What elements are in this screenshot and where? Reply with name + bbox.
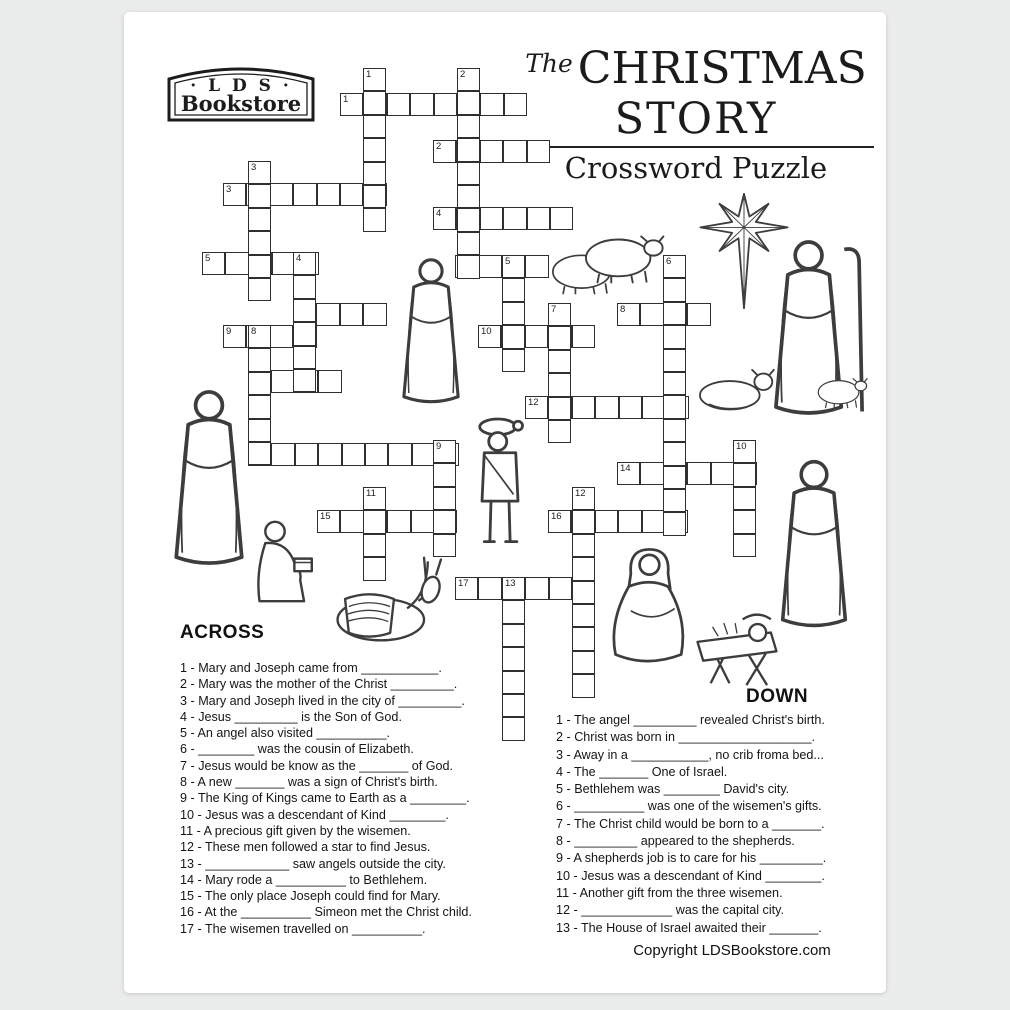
grid-cell [457, 138, 480, 161]
grid-cell [433, 487, 456, 510]
grid-cell [663, 512, 686, 535]
grid-cell [572, 581, 595, 604]
grid-cell [387, 510, 410, 533]
grid-cell [340, 183, 363, 206]
across-clue: 2 - Mary was the mother of the Christ _________. [180, 677, 458, 692]
across-clue: 4 - Jesus _________ is the Son of God. [180, 709, 402, 724]
grid-cell [340, 510, 363, 533]
grid-cell [619, 396, 642, 419]
grid-cell [248, 419, 271, 442]
grid-number: 5 [505, 256, 511, 267]
grid-cell [248, 348, 271, 371]
logo-line2: Bookstore [180, 91, 302, 116]
grid-cell [248, 255, 271, 278]
grid-cell [223, 325, 246, 348]
down-clue: 11 - Another gift from the three wisemen. [556, 885, 783, 900]
grid-cell [455, 577, 478, 600]
grid-cell [248, 208, 271, 231]
grid-cell [572, 396, 595, 419]
across-clue: 16 - At the __________ Simeon met the Christ child. [180, 905, 472, 920]
across-clue: 11 - A precious gift given by the wisemen. [180, 823, 411, 838]
grid-cell [340, 93, 363, 116]
grid-cell [663, 466, 686, 489]
grid-cell [663, 442, 686, 465]
grid-number: 9 [226, 326, 232, 337]
grid-cell [457, 91, 480, 114]
grid-cell [202, 252, 225, 275]
across-clue: 10 - Jesus was a descendant of Kind ________. [180, 807, 449, 822]
copyright-text: Copyright LDSBookstore.com [633, 942, 831, 959]
grid-cell [457, 162, 480, 185]
across-heading: ACROSS [180, 622, 265, 643]
grid-cell [502, 302, 525, 325]
grid-cell [363, 68, 386, 91]
grid-cell [363, 487, 386, 510]
grid-cell [248, 231, 271, 254]
puzzle-page [124, 12, 886, 993]
grid-cell [502, 349, 525, 372]
grid-cell [504, 93, 527, 116]
logo-line1: · L D S · [190, 76, 292, 96]
grid-cell [617, 462, 640, 485]
grid-cell [478, 255, 501, 278]
grid-number: 10 [481, 326, 492, 337]
grid-number: 10 [736, 441, 747, 452]
grid-number: 8 [620, 304, 626, 315]
grid-cell [687, 303, 710, 326]
grid-cell [363, 303, 386, 326]
grid-cell [293, 322, 316, 345]
grid-number: 2 [460, 69, 466, 80]
grid-cell [503, 207, 526, 230]
grid-cell [572, 325, 595, 348]
down-clue-list [556, 712, 876, 937]
down-clue: 8 - _________ appeared to the shepherds. [556, 834, 795, 849]
grid-cell [525, 325, 548, 348]
grid-cell [478, 325, 501, 348]
grid-number: 11 [366, 488, 376, 499]
grid-cell [480, 140, 503, 163]
grid-cell [363, 115, 386, 138]
grid-cell [733, 440, 756, 463]
grid-cell [663, 349, 686, 372]
grid-cell [663, 372, 686, 395]
grid-number: 5 [205, 253, 211, 264]
grid-number: 3 [251, 162, 257, 173]
grid-cell [363, 185, 386, 208]
across-clue: 3 - Mary and Joseph lived in the city of _________. [180, 693, 465, 708]
grid-cell [733, 463, 756, 486]
across-clue: 15 - The only place Joseph could find for Mary. [180, 889, 441, 904]
grid-cell [572, 604, 595, 627]
down-clue: 7 - The Christ child would be born to a _______. [556, 816, 825, 831]
grid-cell [433, 207, 456, 230]
grid-cell [527, 140, 550, 163]
grid-cell [663, 395, 686, 418]
grid-cell [502, 325, 525, 348]
down-clue: 4 - The _______ One of Israel. [556, 764, 728, 779]
grid-cell [502, 600, 525, 623]
grid-cell [412, 443, 435, 466]
grid-cell [572, 487, 595, 510]
grid-cell [595, 510, 618, 533]
grid-cell [733, 534, 756, 557]
down-clue: 10 - Jesus was a descendant of Kind ________. [556, 868, 825, 883]
grid-cell [293, 252, 316, 275]
grid-cell [293, 299, 316, 322]
grid-cell [365, 443, 388, 466]
grid-cell [433, 463, 456, 486]
grid-cell [248, 278, 271, 301]
grid-cell [434, 93, 457, 116]
grid-cell [411, 510, 434, 533]
grid-cell [316, 303, 339, 326]
grid-cell [548, 510, 571, 533]
grid-cell [293, 346, 316, 369]
grid-cell [388, 443, 411, 466]
grid-cell [387, 93, 410, 116]
grid-cell [342, 443, 365, 466]
across-clue: 9 - The King of Kings came to Earth as a ________. [180, 791, 470, 806]
grid-cell [270, 183, 293, 206]
grid-cell [363, 138, 386, 161]
grid-cell [525, 396, 548, 419]
grid-cell [363, 510, 386, 533]
grid-number: 3 [226, 184, 232, 195]
title-the: The [525, 49, 573, 78]
grid-number: 8 [251, 326, 257, 337]
down-heading: DOWN [746, 686, 809, 707]
grid-cell [410, 93, 433, 116]
grid-number: 6 [666, 256, 672, 267]
grid-cell [225, 252, 248, 275]
grid-cell [480, 93, 503, 116]
grid-cell [663, 302, 686, 325]
grid-cell [270, 325, 293, 348]
grid-cell [663, 325, 686, 348]
grid-cell [663, 278, 686, 301]
grid-cell [642, 510, 665, 533]
grid-cell [595, 396, 618, 419]
grid-cell [248, 184, 271, 207]
grid-cell [572, 627, 595, 650]
across-clue: 13 - ____________ saw angels outside the city. [180, 856, 446, 871]
grid-cell [248, 395, 271, 418]
grid-cell [502, 577, 525, 600]
grid-cell [248, 372, 271, 395]
grid-cell [572, 510, 595, 533]
across-clue: 5 - An angel also visited __________. [180, 726, 391, 741]
grid-cell [457, 115, 480, 138]
grid-cell [502, 278, 525, 301]
grid-cell [248, 442, 271, 465]
down-clue: 12 - _____________ was the capital city. [556, 903, 785, 918]
grid-cell [527, 207, 550, 230]
down-clue: 1 - The angel _________ revealed Christ's birth. [556, 713, 825, 727]
across-clue: 12 - These men followed a star to find Jesus. [180, 840, 431, 855]
grid-number: 12 [575, 488, 586, 499]
grid-cell [663, 255, 686, 278]
grid-cell [318, 443, 341, 466]
grid-cell [640, 462, 663, 485]
across-clue: 7 - Jesus would be know as the _______ of God. [180, 758, 454, 773]
grid-cell [433, 140, 456, 163]
grid-cell [572, 557, 595, 580]
across-clue: 17 - The wisemen travelled on __________. [180, 921, 426, 936]
page-subtitle: Crossword Puzzle [564, 151, 828, 185]
grid-cell [363, 557, 386, 580]
grid-cell [457, 232, 480, 255]
title-christmas: CHRISTMAS [577, 43, 867, 94]
grid-number: 16 [551, 511, 562, 522]
title-story: STORY [614, 94, 778, 144]
grid-cell [317, 183, 340, 206]
grid-cell [502, 624, 525, 647]
grid-cell [271, 370, 294, 393]
grid-number: 4 [296, 253, 302, 264]
grid-cell [640, 303, 663, 326]
grid-cell [223, 183, 246, 206]
grid-cell [457, 185, 480, 208]
grid-cell [572, 674, 595, 697]
grid-cell [733, 487, 756, 510]
grid-number: 7 [551, 304, 557, 315]
grid-number: 13 [505, 578, 516, 589]
grid-cell [733, 510, 756, 533]
grid-cell [663, 419, 686, 442]
down-clue: 5 - Bethlehem was ________ David's city. [556, 782, 790, 797]
grid-cell [317, 510, 340, 533]
grid-cell [457, 208, 480, 231]
grid-cell [340, 303, 363, 326]
grid-cell [525, 577, 548, 600]
across-clue: 14 - Mary rode a __________ to Bethlehem. [180, 872, 428, 887]
grid-number: 1 [343, 94, 349, 105]
grid-number: 2 [436, 141, 442, 152]
grid-cell [363, 208, 386, 231]
down-clue: 13 - The House of Israel awaited their _______. [556, 920, 822, 935]
grid-cell [271, 443, 294, 466]
down-clue: 2 - Christ was born in ___________________. [556, 730, 816, 745]
grid-cell [548, 350, 571, 373]
grid-cell [433, 440, 456, 463]
grid-cell [457, 68, 480, 91]
grid-cell [572, 651, 595, 674]
grid-cell [433, 510, 456, 533]
grid-cell [318, 370, 341, 393]
grid-cell [363, 162, 386, 185]
grid-number: 1 [366, 69, 372, 80]
grid-cell [503, 140, 526, 163]
grid-cell [550, 207, 573, 230]
grid-cell [711, 462, 734, 485]
across-clue: 8 - A new _______ was a sign of Christ's birth. [180, 775, 438, 790]
grid-number: 17 [458, 578, 469, 589]
across-clue: 1 - Mary and Joseph came from ___________. [180, 661, 442, 675]
grid-cell [548, 373, 571, 396]
grid-cell [548, 326, 571, 349]
grid-cell [642, 396, 665, 419]
grid-cell [248, 161, 271, 184]
grid-cell [548, 397, 571, 420]
grid-cell [525, 255, 548, 278]
grid-number: 15 [320, 511, 331, 522]
grid-cell [549, 577, 572, 600]
grid-cell [293, 183, 316, 206]
down-clue: 3 - Away in a ___________, no crib froma bed... [556, 747, 824, 762]
grid-cell [457, 255, 480, 278]
grid-cell [433, 534, 456, 557]
across-clue: 6 - ________ was the cousin of Elizabeth. [180, 742, 414, 757]
grid-number: 14 [620, 463, 631, 474]
grid-cell [363, 534, 386, 557]
grid-cell [363, 91, 386, 114]
grid-cell [293, 369, 316, 392]
grid-cell [293, 275, 316, 298]
grid-cell [663, 489, 686, 512]
across-clue-list [180, 660, 510, 937]
grid-number: 12 [528, 397, 539, 408]
grid-cell [502, 255, 525, 278]
down-clue: 9 - A shepherds job is to care for his _________. [556, 851, 827, 866]
grid-cell [295, 443, 318, 466]
grid-cell [617, 303, 640, 326]
grid-cell [478, 577, 501, 600]
grid-cell [248, 325, 271, 348]
grid-number: 4 [436, 208, 442, 219]
grid-cell [548, 420, 571, 443]
grid-cell [572, 534, 595, 557]
grid-cell [548, 303, 571, 326]
down-clue: 6 - __________ was one of the wisemen's gifts. [556, 799, 822, 814]
grid-number: 9 [436, 441, 442, 452]
grid-cell [480, 207, 503, 230]
grid-cell [687, 462, 710, 485]
grid-cell [618, 510, 641, 533]
